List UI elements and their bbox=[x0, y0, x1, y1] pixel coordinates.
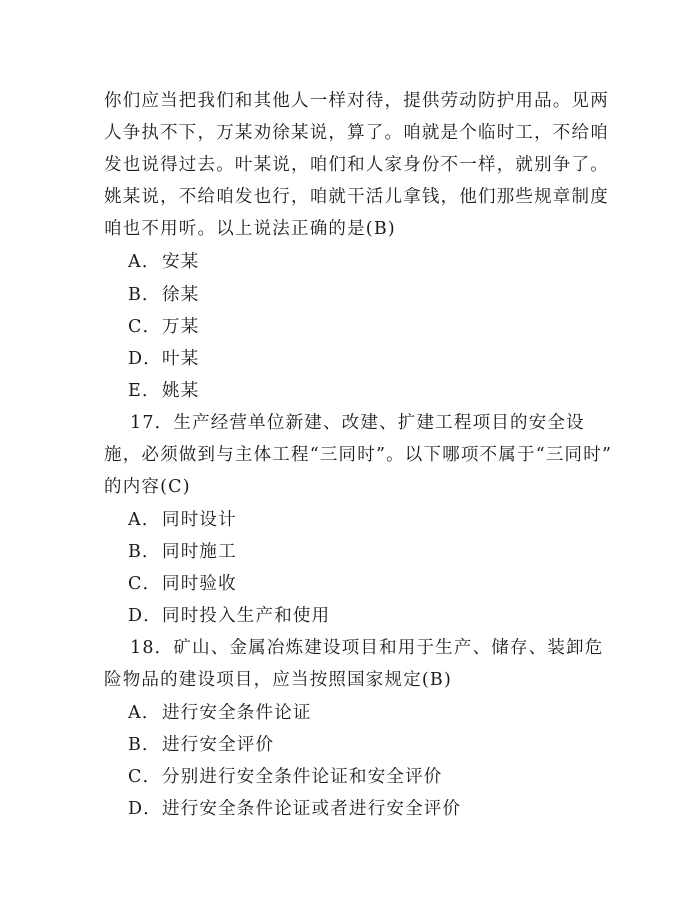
option-letter: B． bbox=[128, 735, 161, 755]
option-text: 安某 bbox=[162, 252, 200, 272]
q16-line-1: 你们应当把我们和其他人一样对待，提供劳动防护用品。见两 bbox=[104, 91, 609, 111]
option-letter: E． bbox=[128, 381, 161, 401]
q18-option-c bbox=[128, 766, 443, 788]
option-text: 万某 bbox=[162, 317, 200, 337]
option-text: 叶某 bbox=[162, 349, 200, 369]
option-text: 徐某 bbox=[162, 285, 200, 305]
q18-option-b bbox=[128, 734, 274, 756]
q17-line-3: 的内容(C) bbox=[104, 477, 191, 497]
option-letter: B． bbox=[128, 285, 161, 305]
option-text: 进行安全评价 bbox=[162, 735, 275, 755]
q16-line-3: 发也说得过去。叶某说，咱们和人家身份不一样，就别争了。 bbox=[104, 155, 609, 175]
option-text: 同时设计 bbox=[162, 510, 237, 530]
q18-option-a bbox=[128, 702, 312, 724]
option-letter: B． bbox=[128, 542, 161, 562]
q16-line-5: 咱也不用听。以上说法正确的是(B) bbox=[104, 219, 396, 239]
option-letter: A． bbox=[128, 703, 161, 723]
option-text: 进行安全条件论证 bbox=[162, 703, 312, 723]
q16-option-d bbox=[128, 348, 199, 370]
option-text: 进行安全条件论证或者进行安全评价 bbox=[162, 799, 462, 819]
q18-option-d bbox=[128, 798, 461, 820]
option-letter: D． bbox=[128, 799, 162, 819]
option-letter: A． bbox=[128, 252, 161, 272]
q17-line-2: 施，必须做到与主体工程“三同时”。以下哪项不属于“三同时” bbox=[104, 445, 613, 465]
option-letter: A． bbox=[128, 510, 161, 530]
q16-line-4: 姚某说，不给咱发也行，咱就干活儿拿钱，他们那些规章制度 bbox=[104, 187, 609, 207]
option-letter: D． bbox=[128, 349, 162, 369]
q16-line-2: 人争执不下，万某劝徐某说，算了。咱就是个临时工，不给咱 bbox=[104, 123, 609, 143]
q16-option-c bbox=[128, 316, 199, 338]
q17-option-a bbox=[128, 509, 237, 531]
option-text: 同时施工 bbox=[162, 542, 237, 562]
q17-option-d bbox=[128, 605, 330, 627]
q17-option-b bbox=[128, 541, 237, 563]
option-text: 分别进行安全条件论证和安全评价 bbox=[162, 767, 443, 787]
option-letter: D． bbox=[128, 606, 162, 626]
option-letter: C． bbox=[128, 317, 162, 337]
q16-option-a bbox=[128, 251, 199, 273]
q17-line-1: 17．生产经营单位新建、改建、扩建工程项目的安全设 bbox=[130, 413, 585, 433]
q18-line-1: 18．矿山、金属冶炼建设项目和用于生产、储存、装卸危 bbox=[130, 638, 604, 658]
q17-option-c bbox=[128, 573, 237, 595]
q16-option-e bbox=[128, 380, 199, 402]
option-letter: C． bbox=[128, 767, 162, 787]
option-text: 姚某 bbox=[162, 381, 200, 401]
option-text: 同时投入生产和使用 bbox=[162, 606, 331, 626]
option-letter: C． bbox=[128, 574, 162, 594]
option-text: 同时验收 bbox=[162, 574, 237, 594]
q16-option-b bbox=[128, 284, 199, 306]
q18-line-2: 险物品的建设项目，应当按照国家规定(B) bbox=[104, 670, 453, 690]
